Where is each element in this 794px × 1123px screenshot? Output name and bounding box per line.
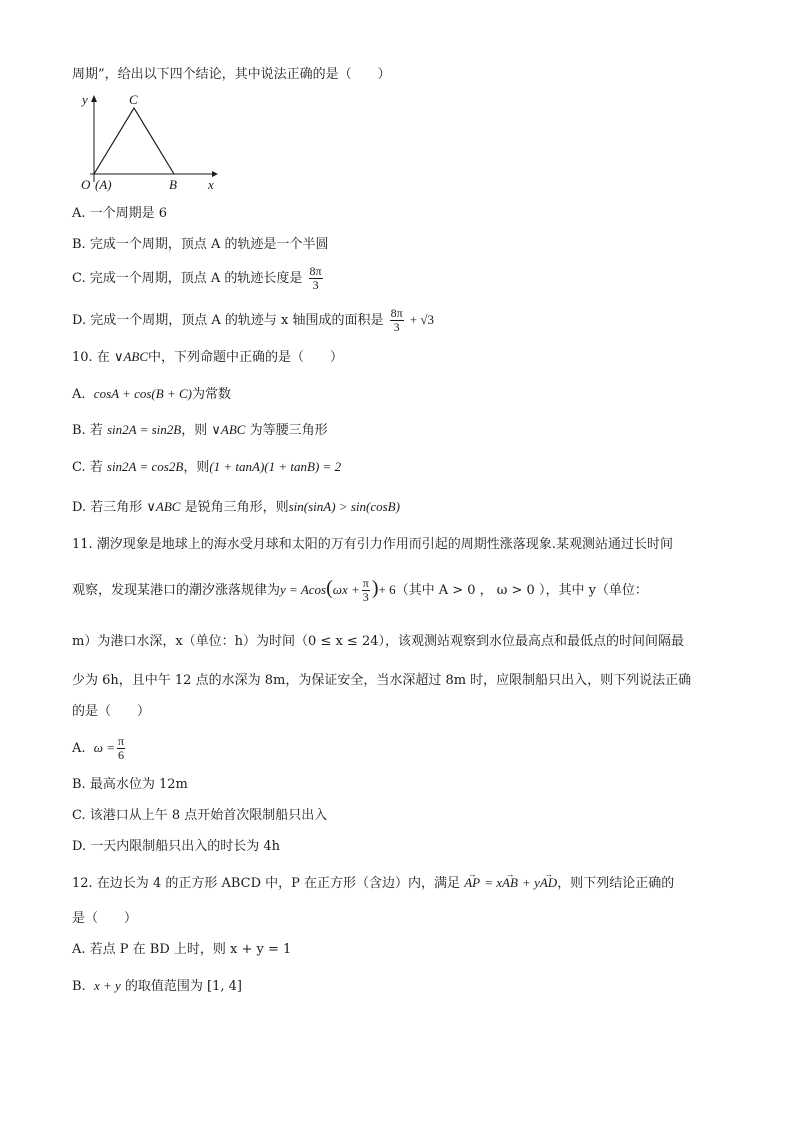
q12-line-1: 12. 在边长为 4 的正方形 ABCD 中，P 在正方形（含边）内，满足 → AP = x→ AB + y→ AD，则下列结论正确的 — [72, 874, 674, 893]
q9-c-fraction: $\frac{8\pi}{3}$ — [309, 264, 322, 292]
q9-d-text: D. 完成一个周期，顶点 A 的轨迹与 x 轴围成的面积是 — [72, 313, 384, 328]
q11-option-a: A. ω = $\frac{\pi}{6}$ — [72, 734, 125, 762]
q11-line-5: 的是（ ） — [72, 704, 151, 719]
q9-d-tail: + √3 — [409, 312, 435, 327]
y-axis-label: y — [82, 92, 88, 107]
q11-option-d: D. 一天内限制船只出入的时长为 4h — [72, 839, 281, 854]
q10-option-c: C. 若 sin2A = cos2B，则(1 + tanA)(1 + tanB) = 2 — [72, 459, 342, 475]
q12-option-b: B. x + y 的取值范围为 [1, 4] — [72, 978, 242, 994]
vertex-a-label: (A) — [95, 177, 112, 192]
q11-line-3: m）为港口水深，x（单位：h）为时间（0 ≤ x ≤ 24），该观测站观察到水位最高点和最低点的时间间隔最 — [72, 634, 684, 649]
x-axis-label: x — [208, 177, 214, 192]
q9-option-a: A. 一个周期是 6 — [72, 206, 168, 221]
q9-option-c — [72, 264, 325, 294]
q9-d-fraction: $\frac{8\pi}{3}$ — [390, 306, 403, 334]
q10-option-d: D. 若三角形 ∨ABC 是锐角三角形，则sin(sinA) > sin(cosB) — [72, 499, 400, 515]
origin-label: O — [81, 177, 91, 192]
q12-option-a: A. 若点 P 在 BD 上时，则 x + y = 1 — [72, 942, 292, 957]
q11-pi-over-6: $\frac{\pi}{6}$ — [118, 734, 125, 762]
q9-c-text: C. 完成一个周期，顶点 A 的轨迹长度是 — [72, 271, 303, 286]
q10-stem: 10. 在 ∨ABC中，下列命题中正确的是（ ） — [72, 349, 344, 365]
y-axis-arrow — [91, 95, 97, 102]
q11-pi-over-3: $\frac{\pi}{3}$ — [362, 576, 369, 604]
q11-line-1: 11. 潮汐现象是地球上的海水受月球和太阳的万有引力作用而引起的周期性涨落现象.某观测站通过长时间 — [72, 537, 673, 552]
vertex-b-label: B — [169, 177, 177, 192]
q9-option-d — [72, 305, 434, 336]
q11-option-c: C. 该港口从上午 8 点开始首次限制船只出入 — [72, 808, 328, 823]
question-intro: 周期”，给出以下四个结论，其中说法正确的是（ ） — [72, 67, 391, 82]
vector-ab: → AB — [502, 874, 518, 892]
vertex-c-label: C — [129, 92, 138, 107]
vector-ap: → AP — [464, 874, 480, 892]
q12-line-2: 是（ ） — [72, 911, 138, 926]
q10-option-b: B. 若 sin2A = sin2B，则 ∨ABC 为等腰三角形 — [72, 422, 328, 438]
triangle-figure — [72, 90, 232, 200]
q9-option-b: B. 完成一个周期，顶点 A 的轨迹是一个半圆 — [72, 237, 329, 252]
q11-option-b: B. 最高水位为 12m — [72, 777, 188, 792]
q11-line-2: 观察，发现某港口的潮汐涨落规律为y = Acos(ωx + $\frac{\pi}{3}$ )+ 6（其中 A > 0 ， ω > 0 ），其中 y（单位： — [72, 576, 648, 604]
q10-option-a: A. cosA + cos(B + C)为常数 — [72, 386, 231, 402]
triangle-abc — [94, 108, 174, 174]
vector-ad: → AD — [540, 874, 557, 892]
q11-line-4: 少为 6h，且中午 12 点的水深为 8m，为保证安全，当水深超过 8m 时，应限制船只出入，则下列说法正确 — [72, 673, 692, 688]
